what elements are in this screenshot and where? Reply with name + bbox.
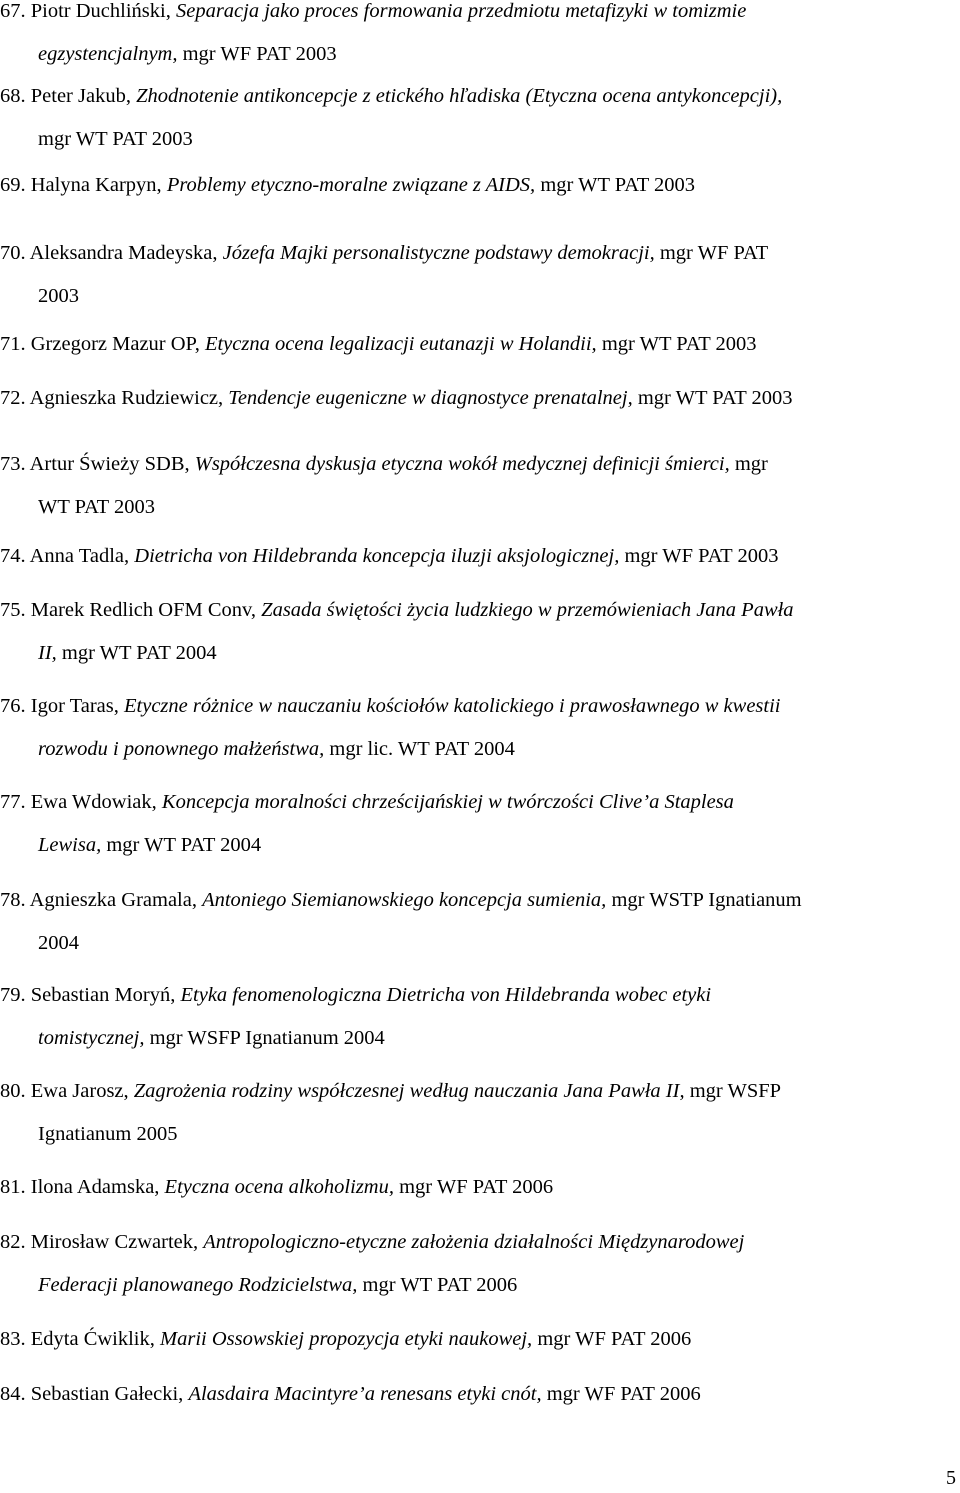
entry-text: 83. Edyta Ćwiklik,: [0, 1328, 161, 1350]
entry-title: Etyczna ocena legalizacji eutanazji w Holandii,: [204, 333, 597, 355]
entry-title: rozwodu i ponownego małżeństwa,: [38, 738, 325, 760]
bibliography-entry: [0, 879, 958, 965]
entry-text: mgr WF PAT 2006: [541, 1383, 701, 1405]
entry-text: mgr: [729, 453, 768, 475]
entry-title: Separacja jako proces formowania przedmiotu metafizyki w tomizmie: [175, 0, 747, 22]
entry-title: Lewisa,: [38, 834, 102, 856]
entry-text: WT PAT 2003: [38, 496, 155, 518]
entry-text: 69. Halyna Karpyn,: [0, 174, 167, 196]
entry-title: Antoniego Siemianowskiego koncepcja sumienia,: [202, 889, 607, 911]
bibliography-entry: [0, 0, 958, 76]
entry-title: tomistycznej,: [38, 1027, 145, 1049]
entry-text: mgr WF PAT 2003: [619, 545, 779, 567]
entry-title: Etyczna ocena alkoholizmu,: [164, 1176, 394, 1198]
bibliography-entry: [0, 1166, 958, 1209]
entry-line: [0, 1373, 958, 1416]
entry-text: mgr lic. WT PAT 2004: [324, 738, 515, 760]
entry-text: 84. Sebastian Gałecki,: [0, 1383, 189, 1405]
entry-text: mgr WT PAT 2003: [632, 387, 793, 409]
entry-line: [0, 118, 958, 161]
entry-text: 70. Aleksandra Madeyska,: [0, 242, 223, 264]
entry-text: 2004: [38, 932, 79, 954]
entry-text: 78. Agnieszka Gramala,: [0, 889, 203, 911]
entry-text: mgr WT PAT 2004: [56, 642, 217, 664]
entry-text: 67. Piotr Duchliński,: [0, 0, 176, 22]
entry-text: 72. Agnieszka Rudziewicz,: [0, 387, 229, 409]
entry-title: Alasdaira Macintyre’a renesans etyki cnót,: [188, 1383, 542, 1405]
bibliography-entry: [0, 781, 958, 867]
entry-title: Zagrożenia rodziny współczesnej według nauczania Jana Pawła II,: [133, 1080, 685, 1102]
entry-line: [0, 0, 958, 33]
entry-line: [0, 33, 958, 76]
entry-text: 77. Ewa Wdowiak,: [0, 791, 162, 813]
bibliography-entry: [0, 164, 958, 207]
entry-text: 71. Grzegorz Mazur OP,: [0, 333, 205, 355]
entry-text: 2003: [38, 285, 79, 307]
entry-line: [0, 879, 958, 922]
entry-line: [0, 535, 958, 578]
entry-text: mgr WT PAT 2003: [596, 333, 757, 355]
entry-line: [0, 685, 958, 728]
bibliography-entry: [0, 443, 958, 529]
entry-text: 75. Marek Redlich OFM Conv,: [0, 599, 262, 621]
entry-text: mgr WSFP: [684, 1080, 782, 1102]
entry-title: Marii Ossowskiej propozycja etyki naukowej,: [160, 1328, 533, 1350]
entry-text: 82. Mirosław Czwartek,: [0, 1231, 204, 1253]
bibliography-entry: [0, 535, 958, 578]
entry-line: [0, 589, 958, 632]
entry-text: 76. Igor Taras,: [0, 695, 125, 717]
entry-title: Antropologiczno-etyczne założenia działalności Międzynarodowej: [203, 1231, 745, 1253]
bibliography-entry: [0, 589, 958, 675]
entry-line: [0, 824, 958, 867]
bibliography-entry: [0, 232, 958, 318]
entry-text: mgr WF PAT 2006: [532, 1328, 692, 1350]
entry-text: 74. Anna Tadla,: [0, 545, 135, 567]
entry-line: [0, 486, 958, 529]
entry-title: Etyczne różnice w nauczaniu kościołów katolickiego i prawosławnego w kwestii: [124, 695, 781, 717]
entry-line: [0, 377, 958, 420]
bibliography-entry: [0, 1318, 958, 1361]
entry-line: [0, 1017, 958, 1060]
entry-line: [0, 1264, 958, 1307]
entry-title: Koncepcja moralności chrześcijańskiej w twórczości Clive’a Staplesa: [161, 791, 734, 813]
bibliography-entry: [0, 685, 958, 771]
page-number: 5: [946, 1467, 956, 1489]
entry-title: Federacji planowanego Rodzicielstwa,: [38, 1274, 358, 1296]
bibliography-entry: [0, 974, 958, 1060]
entry-text: Ignatianum 2005: [38, 1123, 178, 1145]
entry-text: 73. Artur Świeży SDB,: [0, 453, 195, 475]
bibliography-entry: [0, 1373, 958, 1416]
entry-line: [0, 164, 958, 207]
entry-line: [0, 1318, 958, 1361]
entry-line: [0, 1166, 958, 1209]
entry-line: [0, 1070, 958, 1113]
bibliography-entry: [0, 1070, 958, 1156]
entry-line: [0, 275, 958, 318]
bibliography-entry: [0, 377, 958, 420]
entry-text: mgr WSTP Ignatianum: [606, 889, 802, 911]
entry-title: Zhodnotenie antikoncepcje z etického hľadiska (Etyczna ocena antykoncepcji),: [136, 85, 783, 107]
entry-text: 79. Sebastian Moryń,: [0, 984, 181, 1006]
entry-text: mgr WT PAT 2003: [535, 174, 696, 196]
entry-text: mgr WT PAT 2004: [101, 834, 262, 856]
entry-text: 80. Ewa Jarosz,: [0, 1080, 134, 1102]
entry-title: Etyka fenomenologiczna Dietricha von Hildebranda wobec etyki: [180, 984, 712, 1006]
entry-text: mgr WF PAT 2003: [177, 43, 337, 65]
entry-line: [0, 1221, 958, 1264]
entry-line: [0, 1113, 958, 1156]
entry-text: mgr WT PAT 2006: [357, 1274, 518, 1296]
entry-line: [0, 781, 958, 824]
entry-title: II,: [38, 642, 57, 664]
bibliography-entry: [0, 1221, 958, 1307]
entry-line: [0, 232, 958, 275]
entry-text: 81. Ilona Adamska,: [0, 1176, 165, 1198]
entry-line: [0, 323, 958, 366]
bibliography-entry: [0, 75, 958, 161]
entry-line: [0, 632, 958, 675]
entry-text: mgr WF PAT 2006: [393, 1176, 554, 1198]
entry-text: 68. Peter Jakub,: [0, 85, 137, 107]
entry-text: mgr WF PAT: [654, 242, 769, 264]
entry-text: mgr WSFP Ignatianum 2004: [144, 1027, 385, 1049]
entry-line: [0, 728, 958, 771]
entry-line: [0, 922, 958, 965]
entry-text: mgr WT PAT 2003: [38, 128, 193, 150]
entry-line: [0, 443, 958, 486]
entry-line: [0, 75, 958, 118]
entry-line: [0, 974, 958, 1017]
entry-title: Tendencje eugeniczne w diagnostyce prenatalnej,: [228, 387, 633, 409]
entry-title: Problemy etyczno-moralne związane z AIDS,: [166, 174, 536, 196]
entry-title: Współczesna dyskusja etyczna wokół medycznej definicji śmierci,: [194, 453, 730, 475]
entry-title: Dietricha von Hildebranda koncepcja iluzji aksjologicznej,: [134, 545, 620, 567]
entry-title: Józefa Majki personalistyczne podstawy demokracji,: [222, 242, 655, 264]
entry-title: egzystencjalnym,: [38, 43, 178, 65]
entry-title: Zasada świętości życia ludzkiego w przemówieniach Jana Pawła: [261, 599, 794, 621]
bibliography-entry: [0, 323, 958, 366]
